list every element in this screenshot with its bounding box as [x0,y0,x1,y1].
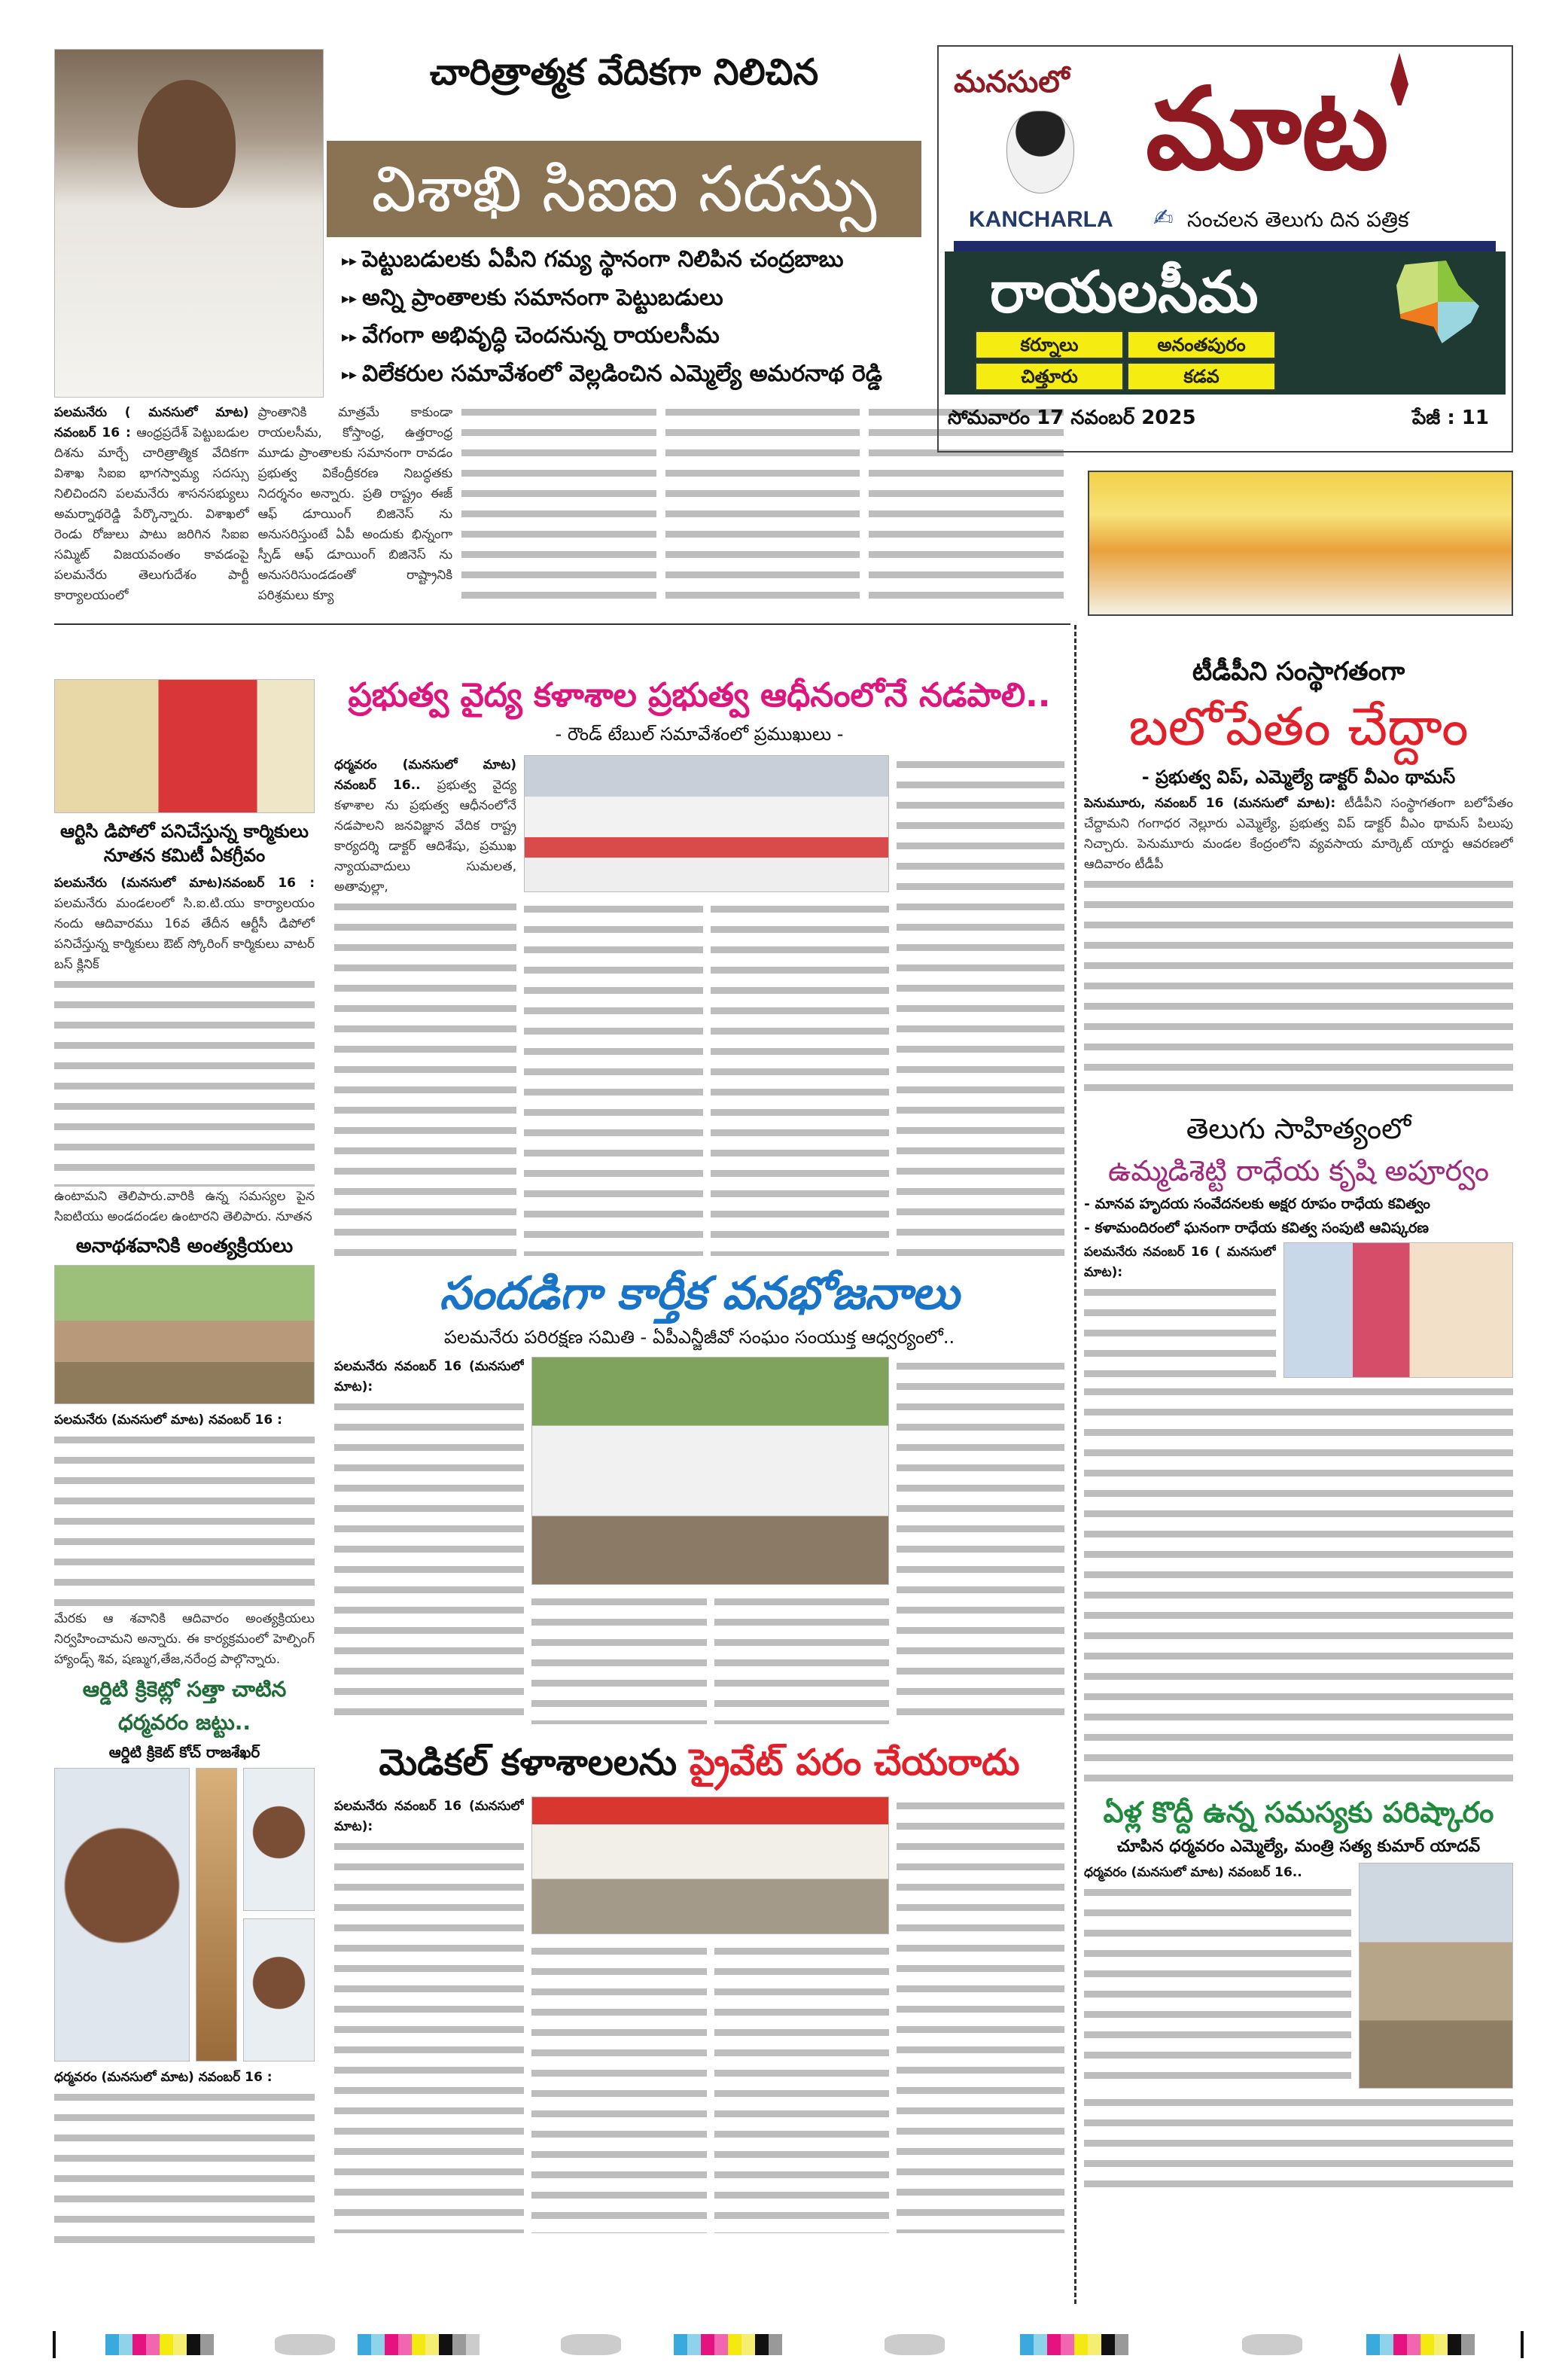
print-gray-patch [1242,2334,1302,2355]
lead-headline-group [327,49,921,389]
print-color-bar [1020,2334,1128,2355]
literature-body [1084,1382,1513,1789]
dharmavaram-body-col1: ధర్మవరం (మనసులో మాట) నవంబర్ 16.. [1084,1863,1351,2089]
literature-row [1084,1242,1513,1378]
medical-college-body-col2 [524,900,703,1256]
cricket-subhead: ఆర్డిటి క్రికెట్ కోచ్ రాజశేఖర్ [108,1743,260,1761]
tdp-headline: బలోపేతం చేద్దాం [1128,696,1469,757]
headline-black-part: మెడికల్ కళాశాలలను [379,1742,678,1784]
district-anantapur: అనంతపురం [1127,331,1276,359]
tdp-kicker: టీడీపీని సంస్థాగతంగా [1192,657,1405,687]
tdp-meeting-photo [1088,471,1513,616]
private-medical-body-col1: పలమనేరు నవంబర్ 16 (మనసులో మాట): [334,1796,524,2233]
round-table-photo [524,755,889,892]
private-medical-subcols [531,1942,889,2233]
medical-college-row [334,755,1064,1256]
book-launch-photo [1283,1242,1513,1378]
rayalaseema-map-icon [1396,261,1479,343]
print-gray-patch [885,2334,945,2355]
right-column [1084,655,1513,2195]
cricket-photos [54,1768,315,2062]
print-gray-patch [561,2334,621,2355]
tagline: సంచలన తెలుగు దిన పత్రిక [1187,207,1409,232]
dharmavaram-row [1084,1863,1513,2089]
medical-college-subcols [524,900,889,1256]
cricket-body: ధర్మవరం (మనసులో మాట) నవంబర్ 16 : [54,2068,315,2248]
print-color-bar [1366,2334,1475,2355]
medical-college-body-col1: ధర్మవరం (మనసులో మాట) నవంబర్ 16.. ప్రభుత్వ వైద్య కళాశాల ను ప్రభుత్వ ఆధీనంలోనే నడపాలని జనవిజ్ఞాన వేదిక రాష్ట్ర కార్యదర్శి డాక్టర్ ఆదిశేషు, ప్రముఖ న్యాయవాదులు సుమలత, అతావుల్లా, [334,755,516,1256]
tdp-body: పెనుమూరు, నవంబర్ 16 (మనసులో మాట): టీడీపీని సంస్థాగతంగా బలోపేతం చేద్దామని గంగాధర నెల్లూరు ఎమ్మెల్యే, ప్రభుత్వ విప్ డాక్టర్ వీఎం థామస్ పిలుపు నిచ్చారు. పెనుమూరు మండల కేంద్రంలోని వ్యవసాయ మార్కెట్ యార్డు ఆవరణలో ఆదివారం టీడీపీ [1084,794,1513,1102]
lead-bullet: ▸▸ అన్ని ప్రాంతాలకు సమానంగా పెట్టుబడులు [327,283,921,314]
cricket-player-photo-3 [243,1918,315,2062]
medical-college-headline: ప్రభుత్వ వైద్య కళాశాల ప్రభుత్వ ఆధీనంలోనే నడపాలి.. [348,676,1051,715]
divider [54,623,1070,625]
literature-subhead: - మానవ హృదయ సంవేదనలకు అక్షర రూపం రాధేయ కవిత్వం [1084,1196,1430,1212]
lead-body-col2: ప్రాంతానికి మాత్రమే కాకుండా రాయలసీమ, కోస్తాంధ్ర, ఉత్తరాంధ్ర మూడు ప్రాంతాలకు సమానంగా రావడం ప్రభుత్వ వికేంద్రీకరణ నిబద్ధతకు నిదర్శనం అన్నారు. ప్రతి రాష్ట్రం ఈజ్ ఆఫ్ డూయింగ్ బిజినెస్ ను అనుసరిస్తుంటే ఏపీ అందుకు భిన్నంగా స్పీడ్ ఆఫ్ డూయింగ్ బిజినెస్ ను అనుసరిసుండడంతో రాష్ట్రానికి పరిశ్రమలు క్యూ [257,405,453,603]
left-column [54,679,315,2248]
portrait-head [138,80,236,208]
medical-college-middle [524,755,889,1256]
cricket-headline-2: ధర్మవరం జట్టు.. [117,1710,251,1735]
citu-body: పలమనేరు (మనసులో మాట)నవంబర్ 16 : పలమనేరు మండలంలో సి.ఐ.టి.యు కార్యాలయం నందు ఆదివారము 16వ తేదీన ఆర్టీసీ డిపోలో పనిచేస్తున్న కార్మికులు ఔట్ స్కోరింగ్ కార్మికులు వాటర్ బస్ క్లినిక్ ఉంటామని తెలిపారు.వారికి ఉన్న సమస్యల పైన సిఐటియు అండదండల ఉంటారని తెలిపారు. నూతన [54,876,315,1224]
funeral-body: పలమనేరు (మనసులో మాట) నవంబర్ 16 : మేరకు ఆ శవానికి ఆదివారం అంత్యక్రియలు నిర్వహించామని అన్నారు. ఈ కార్యక్రమంలో హెల్పింగ్ హ్యాండ్స్ శివ, షణ్ముగ,తేజ,నరేంద్ర పాల్గొన్నారు. [54,1412,315,1667]
medical-college-body-col3 [711,900,890,1256]
cricket-player-photo-1 [54,1768,190,2062]
page-number: పేజీ : 11 [1411,407,1489,429]
district-grid [975,331,1276,391]
cricket-player-photo-2 [243,1768,315,1911]
lead-bullet: ▸▸ విలేకరుల సమావేశంలో వెల్లడించిన ఎమ్మెల్యే అమరనాథ రెడ్డి [327,359,921,390]
private-medical-row [334,1796,1064,2233]
edition-title: రాయలసీమ [990,258,1259,325]
literature-kicker: తెలుగు సాహిత్యంలో [1186,1112,1411,1145]
citu-meeting-photo [54,679,315,813]
private-medical-body-col4 [897,1796,1064,2233]
dharmavaram-body [1084,2093,1513,2195]
lead-bullet: ▸▸ పెట్టుబడులకు ఏపీని గమ్య స్థానంగా నిలిపిన చంద్రబాబు [327,245,921,276]
lead-body-col4 [665,403,860,608]
print-color-bar [105,2334,214,2355]
literature-body-col1: పలమనేరు నవంబర్ 16 ( మనసులో మాట): [1084,1242,1276,1378]
medical-college-subhead: - రౌండ్ టేబుల్ సమావేశంలో ప్రముఖులు - [555,724,844,745]
district-chittoor: చిత్తూరు [975,362,1124,391]
brand-large: మాట [1146,64,1389,195]
edition-banner [945,251,1506,395]
trophy-photo [196,1768,237,2062]
vanabhojanam-subhead: పలమనేరు పరిరక్షణ సమితి - ఏపీఎన్జీజీవో సంఘం సంయుక్త ఆధ్వర్యంలో.. [443,1327,955,1348]
issue-date: సోమవారం 17 నవంబర్ 2025 [948,407,1196,429]
lead-kicker: చారిత్రాత్మక వేదికగా నిలిచిన [429,51,819,93]
founder-portrait [1006,111,1074,194]
lead-bullet: ▸▸ వేగంగా అభివృద్ధి చెందనున్న రాయలసీమ [327,321,921,352]
vanabhojanam-body-col3 [714,1592,890,1724]
vanabhojanam-body-col4 [897,1357,1064,1724]
writing-hand-icon: ✍ [1153,203,1174,232]
vanabhojanam-body-col2 [531,1592,707,1724]
lead-photo-mla [54,49,324,398]
vanabhojanam-middle [531,1357,889,1724]
construction-site-photo [1359,1863,1513,2089]
literature-subhead: - కళామందిరంలో ఘనంగా రాధేయ కవిత్వ సంపుటి ఆవిష్కరణ [1084,1220,1429,1236]
funeral-photo [54,1265,315,1404]
citu-headline: ఆర్టిసి డిపోలో పనిచేస్తున్న కార్మికులు నూతన కమిటీ ఏకగ్రీవం [60,821,309,866]
registration-mark [1521,2331,1524,2358]
dharmavaram-subhead: చూపిన ధర్మవరం ఎమ్మెల్యే, మంత్రి సత్య కుమార్ యాదవ్ [1116,1837,1481,1856]
vanabhojanam-row [334,1357,1064,1724]
dharmavaram-headline: ఏళ్ల కొద్దీ ఉన్న సమస్యకు పరిష్కారం [1103,1796,1494,1829]
vanabhojanam-photo [531,1357,889,1585]
district-kadapa: కడవ [1127,362,1276,391]
tdp-subhead: - ప్రభుత్వ విప్, ఎమ్మెల్యే డాక్టర్ వీఎం థామస్ [1141,766,1456,788]
registration-mark [53,2331,56,2358]
district-kurnool: కర్నూలు [975,331,1124,359]
publisher-name: KANCHARLA [969,207,1113,232]
lead-body [54,403,1064,608]
private-medical-body-col2 [531,1942,707,2233]
vanabhojanam-subcols [531,1592,889,1724]
lead-body-col1: పలమనేరు ( మనసులో మాట) నవంబర్ 16 : ఆంధ్రప్రదేశ్ పెట్టుబడుల దిశను మార్చే చారిత్రాత్మిక వేదికగా విశాఖ సిఐఐ భాగస్వామ్య సదస్సు నిలిచిందని పలమనేరు శాసనసభ్యులు అమర్నాథరెడ్డి పేర్కొన్నారు. విశాఖలో రెండు రోజులు పాటు జరిగిన సిఐఐ సమ్మిట్ విజయవంతం కావడంపై పలమనేరు తెలుగుదేశం పార్టీ కార్యాలయంలో [54,405,249,603]
print-gray-patch [275,2334,335,2355]
vanabhojanam-headline: సందడిగా కార్తీక వనభోజనాలు [439,1267,960,1320]
cricket-photo-stack [243,1768,315,2062]
cricket-headline-1: ఆర్డిటి క్రికెట్లో సత్తా చాటిన [82,1677,287,1702]
headline-red-part: ప్రైవేట్ పరం చేయరాదు [689,1742,1020,1784]
column-divider [1074,625,1076,2304]
brand-small: మనసులో [954,65,1070,99]
funeral-headline: అనాథశవానికి అంత్యక్రియలు [75,1235,294,1257]
center-column [334,674,1064,2233]
private-medical-body-col3 [714,1942,890,2233]
literature-headline: ఉమ్మడిశెట్టి రాధేయ కృషి అపూర్వం [1108,1154,1489,1187]
private-medical-headline [334,1739,1064,1786]
print-color-bar [358,2334,480,2355]
vanabhojanam-body-col1: పలమనేరు నవంబర్ 16 (మనసులో మాట): [334,1357,524,1724]
medical-college-body-col4 [897,755,1064,1256]
lead-headline: విశాఖి సిఐఐ సదస్సు [327,141,921,237]
intellectuals-forum-photo [531,1796,889,1934]
lead-body-col3 [461,403,656,608]
masthead [937,45,1513,453]
private-medical-middle [531,1796,889,2233]
print-color-bar [674,2334,782,2355]
